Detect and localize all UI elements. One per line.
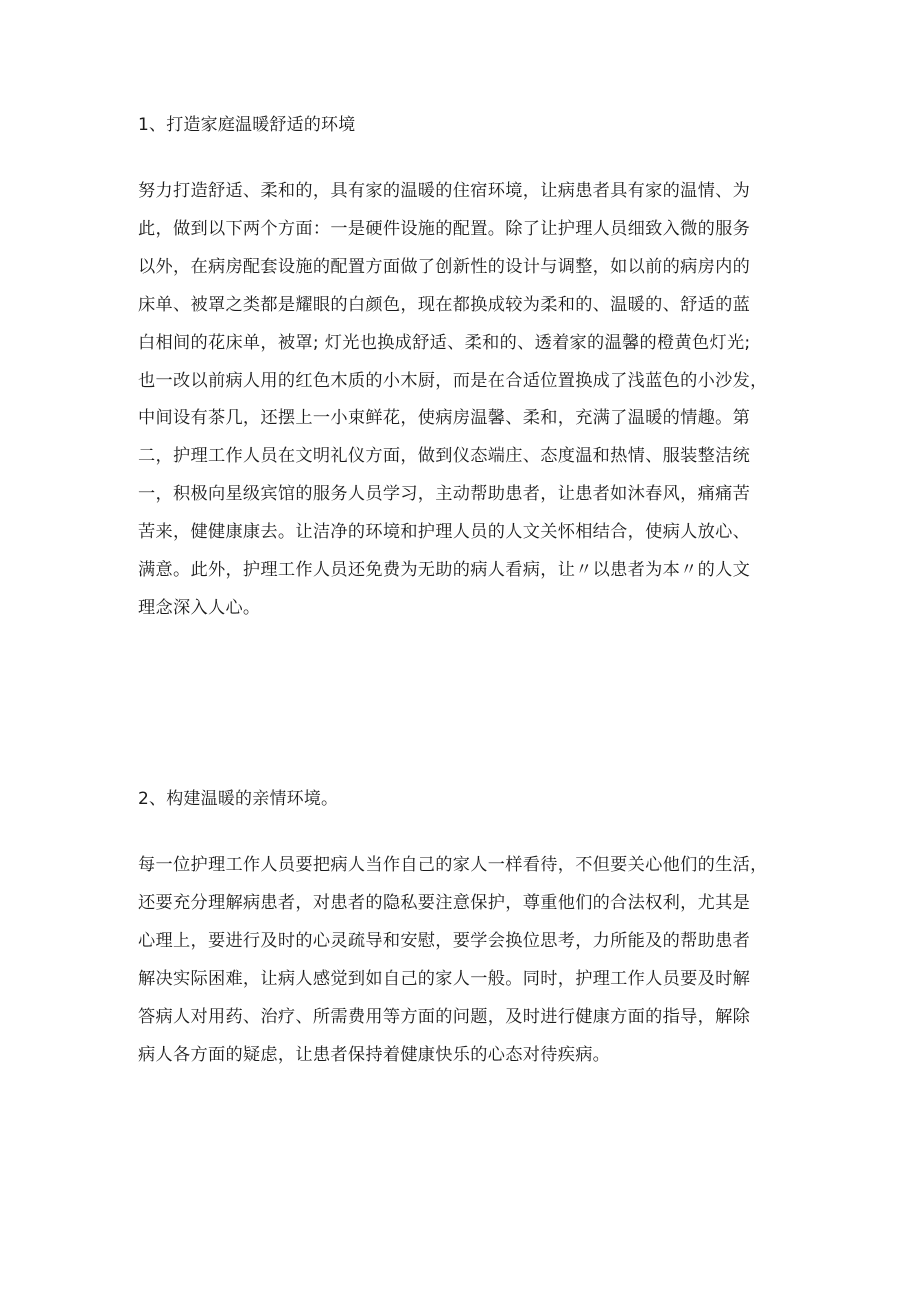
text-line: 病人各方面的疑虑，让患者保持着健康快乐的心态对待疾病。 [138, 1044, 611, 1065]
text-line: 白相间的花床单，被罩; 灯光也换成舒适、柔和的、透着家的温馨的橙黄色灯光; [138, 332, 751, 353]
text-line: 努力打造舒适、柔和的，具有家的温暖的住宿环境，让病患者具有家的温情、为 [138, 181, 751, 201]
text-line: 床单、被罩之类都是耀眼的白颜色，现在都换成较为柔和的、温暖的、舒适的蓝 [138, 294, 751, 315]
text-line: 每一位护理工作人员要把病人当作自己的家人一样看待，不但要关心他们的生活， [138, 855, 768, 875]
text-line: 中间设有茶几，还摆上一小束鲜花，使病房温馨、柔和，充满了温暖的情趣。第 [138, 408, 751, 429]
text-line: 以外，在病房配套设施的配置方面做了创新性的设计与调整，如以前的病房内的 [138, 256, 751, 277]
section-2-heading: 2、构建温暖的亲情环境。 [138, 789, 339, 809]
section-1-body [138, 173, 788, 628]
text-line: 苦来，健健康康去。让洁净的环境和护理人员的人文关怀相结合，使病人放心、 [138, 522, 751, 543]
text-line: 理念深入人心。 [138, 597, 261, 618]
text-line: 一，积极向星级宾馆的服务人员学习，主动帮助患者，让患者如沐春风，痛痛苦 [138, 484, 751, 505]
section-2-body [138, 847, 788, 1074]
section-1-heading: 1、打造家庭温暖舒适的环境 [138, 115, 356, 135]
text-line: 心理上，要进行及时的心灵疏导和安慰，要学会换位思考，力所能及的帮助患者 [138, 930, 751, 951]
text-line: 此，做到以下两个方面：一是硬件设施的配置。除了让护理人员细致入微的服务 [138, 218, 751, 239]
text-line: 还要充分理解病患者，对患者的隐私要注意保护，尊重他们的合法权利，尤其是 [138, 892, 751, 913]
text-line: 也一改以前病人用的红色木质的小木厨，而是在合适位置换成了浅蓝色的小沙发， [138, 370, 768, 391]
text-line: 二，护理工作人员在文明礼仪方面，做到仪态端庄、态度温和热情、服装整洁统 [138, 446, 751, 467]
text-line: 满意。此外，护理工作人员还免费为无助的病人看病，让〃以患者为本〃的人文 [138, 560, 751, 581]
text-line: 答病人对用药、治疗、所需费用等方面的问题，及时进行健康方面的指导，解除 [138, 1006, 751, 1027]
text-line: 解决实际困难，让病人感觉到如自己的家人一般。同时，护理工作人员要及时解 [138, 968, 751, 989]
